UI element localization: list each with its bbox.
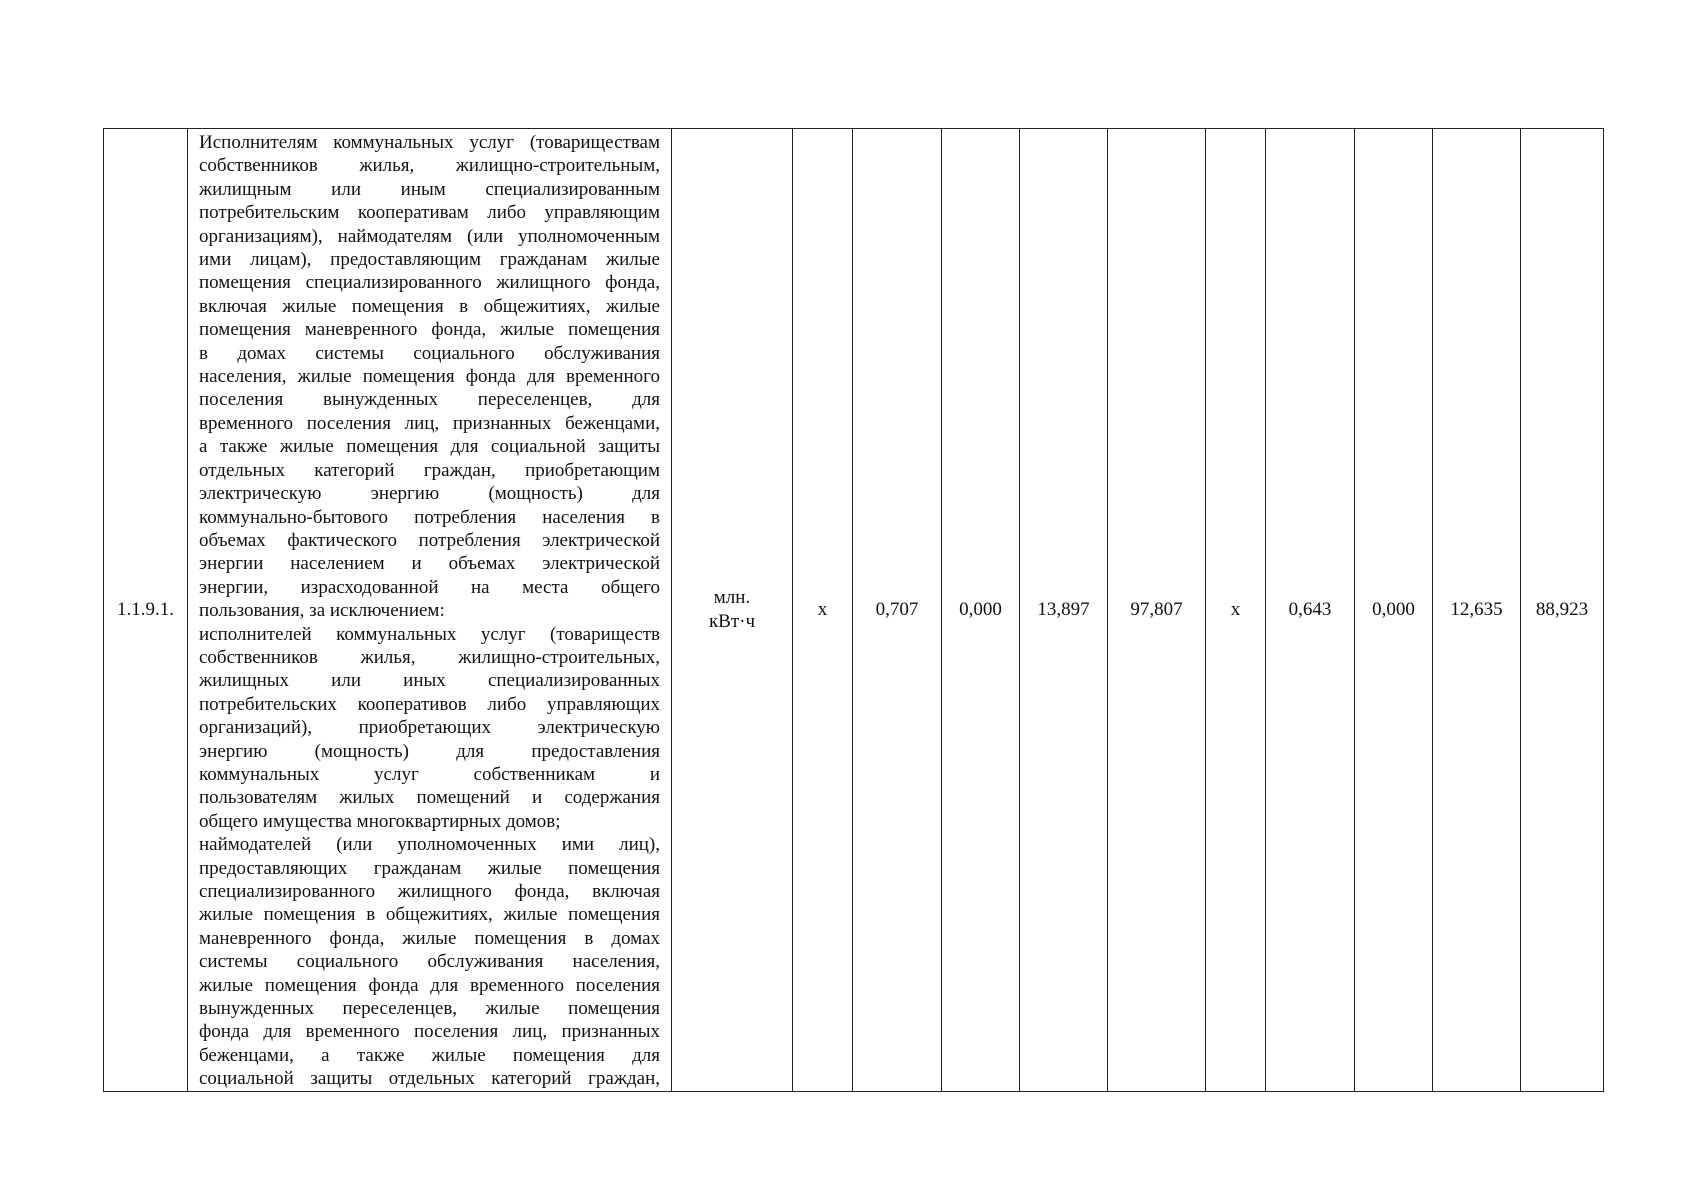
description-line: пользователям жилых помещений и содержания bbox=[199, 787, 660, 809]
description-line: вынужденных переселенцев, жилые помещения bbox=[199, 998, 660, 1020]
description-line: собственников жилья, жилищно-строительным, bbox=[199, 155, 660, 177]
description-line: организаций), приобретающих электрическую bbox=[199, 717, 660, 739]
description-line: общего имущества многоквартирных домов; bbox=[199, 810, 561, 832]
description-line: потребительским кооперативам либо управляющим bbox=[199, 202, 660, 224]
description-line: потребительских кооперативов либо управляющих bbox=[199, 693, 660, 715]
description-line: помещения маневренного фонда, жилые помещения bbox=[199, 319, 660, 341]
description-line: жилые помещения фонда для временного поселения bbox=[199, 974, 660, 996]
description-line: жилищным или иным специализированным bbox=[199, 178, 660, 200]
unit-line-1: млн. bbox=[713, 587, 751, 609]
value-cell-4: 13,897 bbox=[1020, 129, 1108, 1092]
description-line: помещения специализированного жилищного фонда, bbox=[199, 272, 660, 294]
description-line: жилищных или иных специализированных bbox=[199, 670, 660, 692]
description-line: беженцами, а также жилые помещения для bbox=[199, 1044, 660, 1066]
value-cell-2: 0,707 bbox=[853, 129, 942, 1092]
description-line: населения, жилые помещения фонда для временного bbox=[199, 366, 660, 388]
description-line: энергию (мощность) для предоставления bbox=[199, 740, 660, 762]
value-cell-9: 12,635 bbox=[1433, 129, 1521, 1092]
description-line: социальной защиты отдельных категорий граждан, bbox=[199, 1068, 660, 1090]
value-cell-5: 97,807 bbox=[1108, 129, 1206, 1092]
description-line: наймодателей (или уполномоченных ими лиц), bbox=[199, 834, 660, 856]
description-text bbox=[199, 131, 660, 1091]
description-line: объемах фактического потребления электрической bbox=[199, 529, 660, 551]
description-line: электрическую энергию (мощность) для bbox=[199, 483, 660, 505]
value-cell-10: 88,923 bbox=[1521, 129, 1604, 1092]
description-line: собственников жилья, жилищно-строительных, bbox=[199, 646, 660, 668]
data-table bbox=[103, 128, 1604, 1092]
description-line: жилые помещения в общежитиях, жилые помещения bbox=[199, 904, 660, 926]
unit-line-2: кВт·ч bbox=[708, 610, 756, 632]
description-cell bbox=[188, 129, 672, 1092]
value-cell-1: х bbox=[793, 129, 853, 1092]
value-cell-8: 0,000 bbox=[1355, 129, 1433, 1092]
row-number-cell: 1.1.9.1. bbox=[104, 129, 188, 1092]
description-line: пользования, за исключением: bbox=[199, 600, 445, 622]
description-line: коммунальных услуг собственникам и bbox=[199, 763, 660, 785]
description-line: Исполнителям коммунальных услуг (товариществам bbox=[199, 132, 660, 153]
description-line: энергии населением и объемах электрической bbox=[199, 553, 660, 575]
unit-cell bbox=[672, 129, 793, 1092]
description-line: исполнителей коммунальных услуг (товариществ bbox=[199, 623, 660, 645]
description-line: коммунально-бытового потребления населения в bbox=[199, 506, 660, 528]
description-line: системы социального обслуживания населения, bbox=[199, 951, 660, 973]
table-row bbox=[104, 129, 1604, 1092]
description-line: организациям), наймодателям (или уполномоченным bbox=[199, 225, 660, 247]
description-line: специализированного жилищного фонда, включая bbox=[199, 881, 660, 902]
description-line: маневренного фонда, жилые помещения в домах bbox=[199, 927, 660, 949]
description-line: в домах системы социального обслуживания bbox=[199, 342, 660, 364]
value-cell-6: х bbox=[1206, 129, 1266, 1092]
description-line: фонда для временного поселения лиц, признанных bbox=[199, 1021, 660, 1043]
description-line: временного поселения лиц, признанных беженцами, bbox=[199, 412, 660, 434]
value-cell-7: 0,643 bbox=[1266, 129, 1355, 1092]
description-line: включая жилые помещения в общежитиях, жилые bbox=[199, 295, 660, 317]
description-line: ими лицам), предоставляющим гражданам жилые bbox=[199, 249, 660, 271]
description-line: а также жилые помещения для социальной защиты bbox=[199, 436, 660, 458]
description-line: отдельных категорий граждан, приобретающим bbox=[199, 459, 660, 481]
value-cell-3: 0,000 bbox=[942, 129, 1020, 1092]
description-line: энергии, израсходованной на места общего bbox=[199, 576, 660, 598]
description-line: поселения вынужденных переселенцев, для bbox=[199, 389, 660, 411]
description-line: предоставляющих гражданам жилые помещения bbox=[199, 857, 660, 879]
